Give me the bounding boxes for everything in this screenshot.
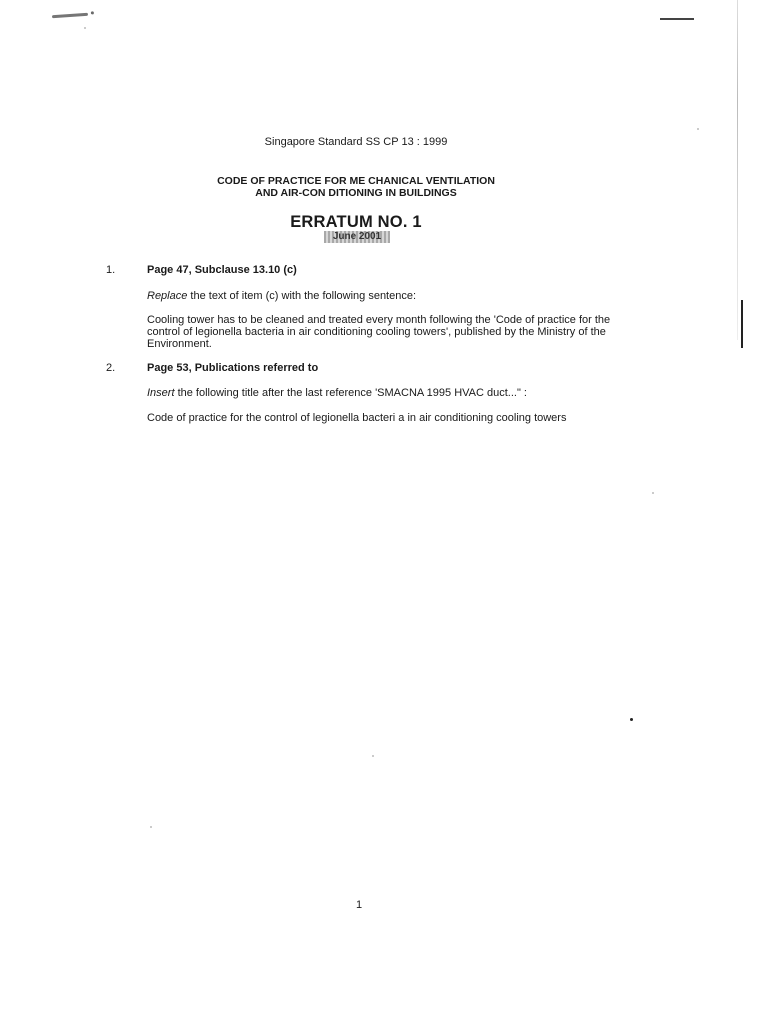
- scan-speck: [697, 128, 699, 130]
- item-number: 1.: [106, 264, 116, 276]
- scan-edge-line: [741, 300, 743, 348]
- scan-speck: [150, 826, 152, 828]
- erratum-date: June 2001: [324, 231, 390, 243]
- item-body-text: Cooling tower has to be cleaned and treated every month following the 'Code of practice for the control of legionella bacteria in air conditioning cooling towers', published by the Ministry of the Environment.: [147, 314, 611, 350]
- instruction-verb: Insert: [147, 387, 175, 399]
- scan-speck: [652, 492, 654, 494]
- instruction-verb: Replace: [147, 290, 188, 302]
- scan-edge-line: [737, 0, 738, 340]
- item-instruction: [147, 290, 617, 302]
- erratum-heading: ERRATUM NO. 1: [290, 213, 422, 231]
- instruction-text: the text of item (c) with the following sentence:: [187, 290, 417, 302]
- scan-speck: [630, 718, 633, 721]
- document-title-line-2: AND AIR-CON DITIONING IN BUILDINGS: [255, 187, 457, 199]
- standard-reference: Singapore Standard SS CP 13 : 1999: [264, 136, 448, 148]
- scan-mark: [660, 18, 694, 20]
- item-instruction: [147, 387, 617, 399]
- page-number: 1: [355, 899, 363, 911]
- document-title: [0, 175, 712, 199]
- item-heading: Page 53, Publications referred to: [147, 362, 319, 374]
- instruction-text: the following title after the last reference 'SMACNA 1995 HVAC duct..." :: [174, 387, 527, 399]
- item-number: 2.: [106, 362, 116, 374]
- scan-speck: [372, 755, 374, 757]
- document-title-line-1: CODE OF PRACTICE FOR ME CHANICAL VENTILATION: [217, 175, 495, 187]
- item-body-text: Code of practice for the control of legionella bacteri a in air conditioning cooling towers: [147, 412, 567, 424]
- item-heading: Page 47, Subclause 13.10 (c): [147, 264, 297, 276]
- scan-speck: [84, 27, 86, 29]
- scan-mark: [52, 13, 88, 19]
